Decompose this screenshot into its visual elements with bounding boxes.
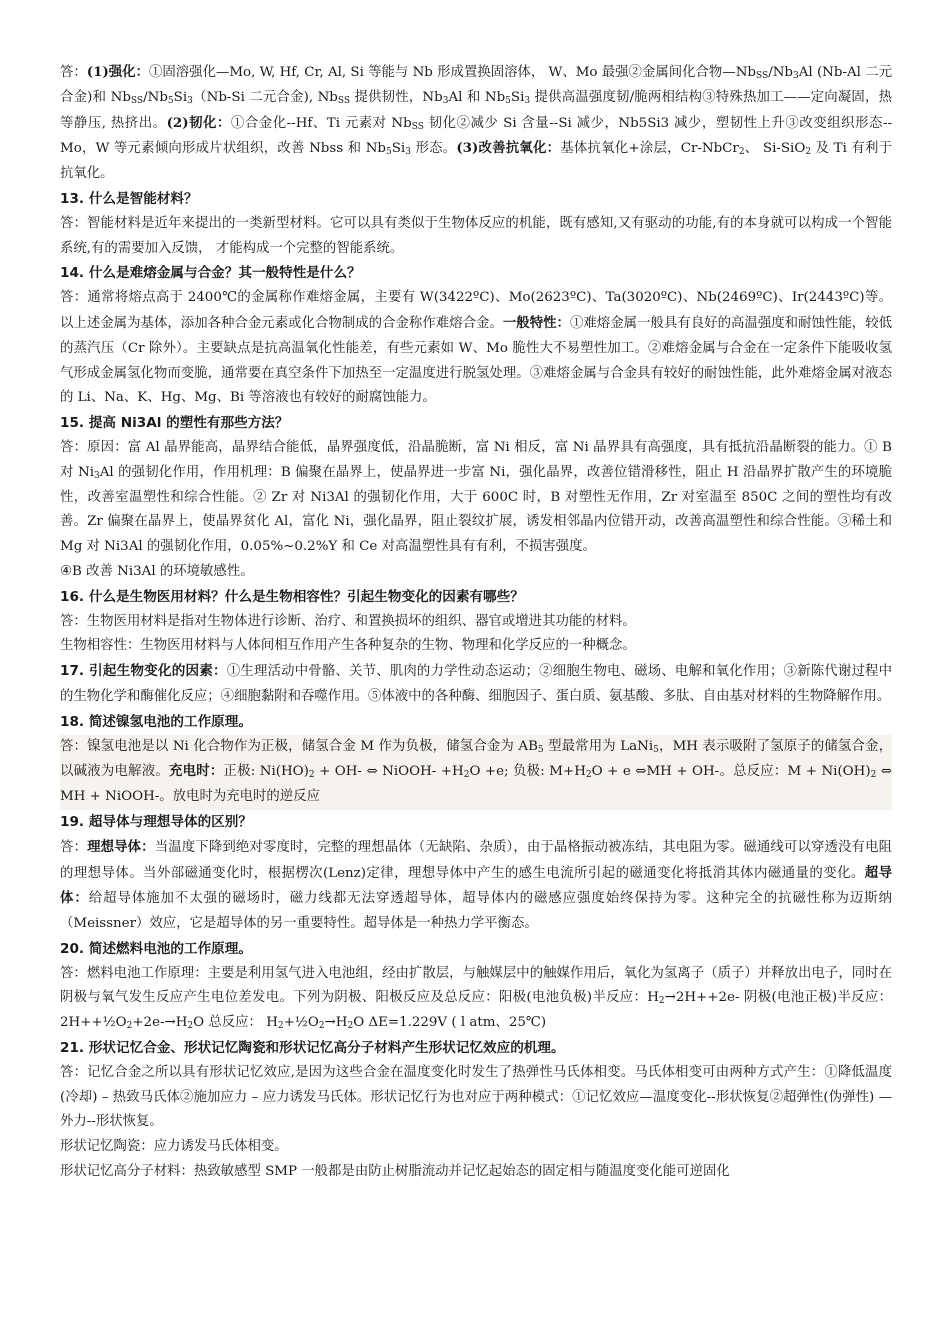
subscript: 3 <box>405 147 411 158</box>
answer-text: →2H++2e- 阴极(电池正极)半反应： 2H++½O <box>60 990 892 1031</box>
answer-14-paragraph <box>60 286 892 411</box>
answer-20-paragraph <box>60 962 892 1036</box>
question-15-heading: 15. 提高 Ni3Al 的塑性有那些方法？ <box>60 415 289 432</box>
answer-16-paragraph-2: 生物相容性：生物医用材料与人体间相互作用产生各种复杂的生物、物理和化学反应的一种概念。 <box>60 638 636 654</box>
subscript: 2 <box>805 147 812 158</box>
answer-text: 正极: Ni(HO) <box>223 764 309 780</box>
answer-15-note: ④B 改善 Ni3Al 的环境敏感性。 <box>60 563 254 579</box>
answer-text: 答：燃料电池工作原理：主要是利用氢气进入电池组，经由扩散层，与触媒层中的触媒作用后，氧化为氢离子（质子）并释放出电子，同时在阴极与氧气发生反应产生电位差发电。下列为阴极、阳极反应及总反应：阳极(电池负极)半反应：H <box>60 965 892 1006</box>
question-21-heading: 21. 形状记忆合金、形状记忆陶瓷和形状记忆高分子材料产生形状记忆效应的机理。 <box>60 1040 565 1057</box>
question-19-heading: 19. 超导体与理想导体的区别？ <box>60 813 252 830</box>
answer-text: O +e; 负极: M+H <box>469 764 586 780</box>
question-16-heading: 16. 什么是生物医用材料？什么是生物相容性？引起生物变化的因素有哪些？ <box>60 588 524 605</box>
answer-text: 当温度下降到绝对零度时，完整的理想晶体（无缺陷、杂质），由于晶格振动被冻结，其电阻为零。磁通线可以穿透没有电阻的理想导体。当外部磁通变化时，根据楞次(Lenz)定律，理想导体中产生的感生电流所引起的磁通变化将抵消其体内磁通量的变化。 <box>60 839 893 881</box>
question-17-heading: 17. 引起生物变化的因素： <box>60 663 227 680</box>
bold-label: (3)改善抗氧化： <box>456 140 561 157</box>
subscript: 2 <box>126 1021 133 1032</box>
answer-21-paragraph-1: 答：记忆合金之所以具有形状记忆效应,是因为这些合金在温度变化时发生了热弹性马氏体相变。马氏体相变可由两种方式产生：①降低温度(冷却) – 热致马氏体②施加应力 – 应力诱发马氏体。形状记忆行为也对应于两种模式：①记忆效应—温度变化--形状恢复②超弹性(伪弹性) —外力--形状恢复。 <box>60 1064 892 1130</box>
answer-text: 基体抗氧化+涂层，Cr-NbCr <box>560 141 739 157</box>
answer-text: Si <box>391 141 406 157</box>
answer-text: /Nb <box>143 89 168 105</box>
answer-text: O 总反应： H <box>193 1015 278 1031</box>
answer-text: ①合金化--Hf、Ti 元素对 Nb <box>230 115 412 131</box>
answer-text: ①难熔金属一般具有良好的高温强度和耐蚀性能，较低的蒸汽压（Cr 除外）。主要缺点是抗高温氧化性能差，有些元素如 W、Mo 脆性大不易塑性加工。②难熔金属与合金在一定条件下能吸收氢气形成金属氢化物而变脆，通常要在真空条件下加热至一定温度进行脱氢处理。③难熔金属与合金具有较好的耐蚀性能，此外难熔金属对液态的 Li、Na、K、Hg、Mg、Bi 等溶液也有较好的耐腐蚀能力。 <box>60 315 893 406</box>
question-20-heading: 20. 简述燃料电池的工作原理。 <box>60 940 252 957</box>
bold-label: (1)强化： <box>86 64 149 80</box>
answer-text: Al 和 Nb <box>448 89 506 105</box>
answer-15-paragraph <box>60 436 892 560</box>
answer-text: +½O <box>283 1015 319 1031</box>
subscript: SS <box>130 95 144 106</box>
subscript: SS <box>337 95 351 106</box>
subscript: 2 <box>658 996 665 1007</box>
answer-text: +2e-→H <box>132 1015 188 1031</box>
answer-text: ①生理活动中骨骼、关节、肌肉的力学性动态运动；②细胞生物电、磁场、电解和氧化作用；③新陈代谢过程中的生物化学和酶催化反应；④细胞黏附和吞噬作用。⑤体液中的各种酶、细胞因子、蛋白质、氨基酸、多肽、自由基对材料的生物降解作用。 <box>60 664 892 704</box>
answer-text: 提供高温强度韧/脆两相结构③特殊热加工——定向凝固，热等静压, 热挤出。 <box>60 89 892 131</box>
answer-text: 提供韧性，Nb <box>350 89 443 105</box>
subscript: 5 <box>653 744 659 755</box>
answer-text: Si <box>173 89 188 105</box>
subscript: 2 <box>347 1021 354 1032</box>
subscript: 2 <box>463 770 470 781</box>
bold-label: 超导体： <box>60 864 892 907</box>
question-18-heading: 18. 简述镍氢电池的工作原理。 <box>60 713 252 730</box>
answer-text: 韧化②减少 Si 含量--Si 减少，Nb5Si3 减少，塑韧性上升③改变组织形态--Mo，W 等元素倾向形成片状组织，改善 Nbss 和 Nb <box>60 115 893 157</box>
subscript: 2 <box>318 1021 325 1032</box>
subscript: 3 <box>442 95 449 106</box>
question-13-heading: 13. 什么是智能材料？ <box>60 190 198 207</box>
answer-text: 及 Ti 有利于抗氧化。 <box>60 141 893 182</box>
subscript: 2 <box>870 770 877 781</box>
answer-text: O + e ⇔MH + OH-。总反应：M + Ni(OH) <box>591 764 871 780</box>
subscript: 5 <box>167 95 174 106</box>
answer-text: 形态。 <box>410 141 457 157</box>
subscript: 2 <box>277 1021 284 1032</box>
answer-18-paragraph <box>60 735 892 810</box>
subscript: 5 <box>537 744 544 755</box>
answer-text: 答：镍氢电池是以 Ni 化合物作为正极，储氢合金 M 作为负极，储氢合金为 AB <box>60 738 538 754</box>
subscript: SS <box>411 121 424 132</box>
subscript: 2 <box>187 1021 194 1032</box>
bold-label: 一般特性： <box>502 314 570 331</box>
subscript: 2 <box>738 147 745 158</box>
answer-text: Si <box>510 89 525 105</box>
answer-text: 答：通常将熔点高于 2400℃的金属称作难熔金属，主要有 W(3422ºC)、Mo(2623ºC)、Ta(3020ºC)、Nb(2469ºC)、Ir(2443ºC)等。以上述金属为基体，添加各种合金元素或化合物制成的合金称作难熔合金。 <box>60 290 892 331</box>
answer-16-paragraph-1: 答：生物医用材料是指对生物体进行诊断、治疗、和置换损坏的组织、器官或增进其功能的材料。 <box>60 613 636 629</box>
subscript: 2 <box>308 770 315 781</box>
answer-12-paragraph <box>60 60 892 187</box>
answer-text: Al (Nb-Al 二元合金)和 Nb <box>60 65 892 105</box>
answer-13-paragraph: 答：智能材料是近年来提出的一类新型材料。它可以具有类似于生物体反应的机能，既有感知,又有驱动的功能,有的本身就可以构成一个智能系统,有的需要加入反馈， 才能构成一个完整的智能系统。 <box>60 215 892 256</box>
answer-text: 答：原因：富 Al 晶界能高，晶界结合能低，晶界强度低，沿晶脆断，富 Ni 相反，富 Ni 晶界具有高强度，具有抵抗沿晶断裂的能力。① B 对 Ni <box>60 439 892 480</box>
bold-label: (2)韧化： <box>166 114 231 131</box>
subscript: 3 <box>524 95 531 106</box>
answer-text: 、 Si-SiO <box>744 141 806 157</box>
subscript: 3 <box>94 470 100 481</box>
bold-label: 理想导体： <box>87 838 155 855</box>
bold-label: 充电时： <box>168 763 224 780</box>
answer-17-paragraph <box>60 659 892 710</box>
answer-text: ①固溶强化—Mo, W, Hf, Cr, Al, Si 等能与 Nb 形成置换固溶体， W、Mo 最强②金属间化合物—Nb <box>148 65 756 80</box>
question-14-heading: 14. 什么是难熔金属与合金？其一般特性是什么？ <box>60 265 361 282</box>
subscript: SS <box>756 71 769 81</box>
subscript: 5 <box>386 147 392 158</box>
answer-text: 型最常用为 LaNi <box>543 738 654 754</box>
answer-text: O ΔE=1.229V ( l atm、25℃) <box>353 1015 547 1031</box>
answer-text: ，MH 表示吸附了氢原子的储氢合金，以碱液为电解液。 <box>60 738 892 780</box>
subscript: 3 <box>793 71 799 81</box>
answer-text: + OH- ⇔ NiOOH- +H <box>314 764 464 780</box>
answer-19-paragraph <box>60 835 892 937</box>
answer-text: ⇔ MH + NiOOH-。放电时为充电时的逆反应 <box>60 764 893 805</box>
answer-text: /Nb <box>768 65 793 80</box>
subscript: 3 <box>187 95 193 106</box>
answer-text: →H <box>324 1015 348 1031</box>
subscript: 5 <box>505 95 511 106</box>
answer-21-paragraph-2: 形状记忆陶瓷：应力诱发马氏体相变。 <box>60 1139 288 1155</box>
answer-text: Al 的强韧化作用，作用机理：B 偏聚在晶界上，使晶界进一步富 Ni，强化晶界，改善位错滑移性，阻止 H 沿晶界扩散产生的环境脆性，改善室温塑性和综合性能。② Zr 对 Ni3Al 的强韧化作用，大于 600C 时，B 对塑性无作用，Zr 对室温至 850C 之间的塑性均有改善。Zr 偏聚在晶界上，使晶界贫化 Al，富化 Ni，强化晶界，阻止裂纹扩展，诱发相邻晶内位错开动，改善高温塑性和综合性能。③稀土和 Mg 对 Ni3Al 的强韧化作用，0.05%~0.2%Y 和 Ce 对高温塑性具有有利，不损害强度。 <box>60 464 893 555</box>
answer-text: 答： <box>60 839 88 855</box>
answer-text: 给超导体施加不太强的磁场时，磁力线都无法穿透超导体，超导体内的磁感应强度始终保持为零。这种完全的抗磁性称为迈斯纳（Meissner）效应，它是超导体的另一重要特性。超导体是一种热力学平衡态。 <box>60 891 893 932</box>
answer-21-paragraph-3: 形状记忆高分子材料：热致敏感型 SMP 一般都是由防止树脂流动并记忆起始态的固定相与随温度变化能可逆固化 <box>60 1164 730 1180</box>
answer-text: （Nb-Si 二元合金), Nb <box>192 89 338 105</box>
answer-text: 答： <box>60 65 87 80</box>
subscript: 2 <box>585 770 592 781</box>
